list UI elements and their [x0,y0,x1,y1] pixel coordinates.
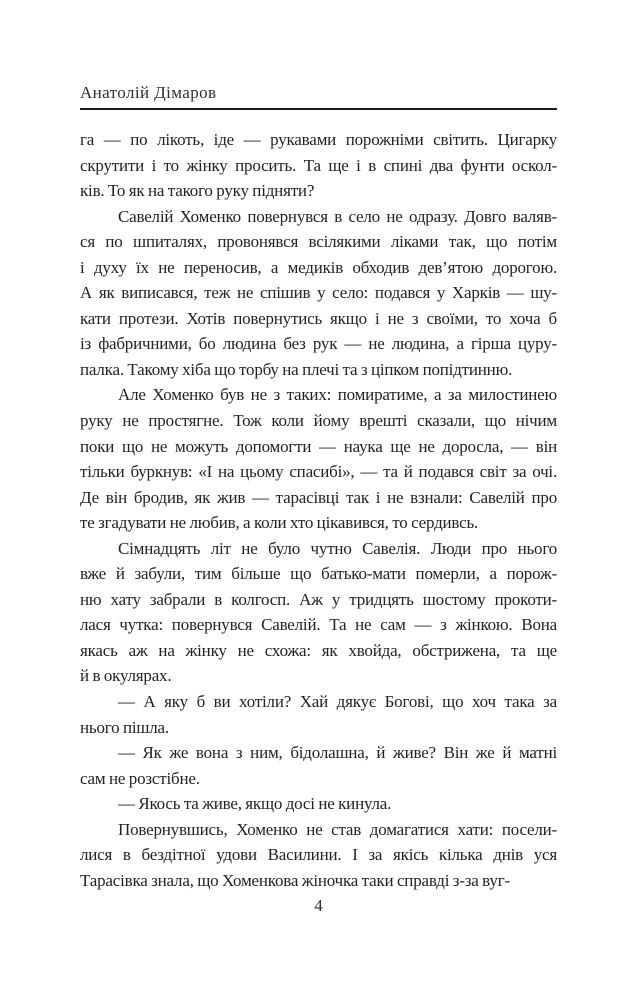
text-line: ся по шпиталях, провонявся всілякими ліками так, що потім [80,232,557,252]
text-line: Тарасівка знала, що Хоменкова жіночка таки справді з-за вуг- [80,870,510,890]
running-header-author: Анатолій Дімаров [80,83,557,110]
text-line: тільки буркнув: «І на цьому спасибі», — та й подався світ за очі. [80,462,557,482]
text-line: ків. То як на такого руку підняти? [80,181,315,201]
text-line: і духу їх не переносив, а медиків обходив дев’ятою дорогою. [80,257,557,277]
text-line: Повернувшись, Хоменко не став домагатися хати: посели- [118,819,557,839]
text-line: кати протези. Хотів повернутись якщо і не з своїми, то хоча б [80,308,557,328]
text-line: га — по лікоть, іде — рукавами порожніми світить. Цигарку [80,130,557,149]
text-line: лася чутка: повернувся Савелій. Та не сам — з жінкою. Вона [80,615,557,635]
text-line: нього пішла. [80,717,169,737]
text-line: сам не розстібне. [80,768,200,788]
text-line: із фабричними, бо людина без рук — не людина, а гірша цуру- [80,334,557,354]
text-line: Савелій Хоменко повернувся в село не одразу. Довго валяв- [118,206,557,226]
text-line: — Якось та живе, якщо досі не кинула. [118,794,392,814]
text-line: Сімнадцять літ не було чутно Савелія. Люди про нього [118,538,557,558]
text-line: й в окулярах. [80,666,172,686]
text-line: — А яку б ви хотіли? Хай дякує Богові, що хоч така за [118,692,557,712]
text-block [80,127,557,893]
text-line: те згадувати не любив, а коли хто цікавився, то сердивсь. [80,513,479,533]
text-line: А як виписався, теж не спішив у село: подався у Харків — шу- [80,283,557,303]
text-line: Але Хоменко був не з таких: помиратиме, а за милостинею [118,385,557,405]
text-line: руку не простягне. Тож коли йому врешті сказали, що нічим [80,411,557,431]
text-line: якась аж на жінку не схожа: як хвойда, обстрижена, та ще [80,640,557,660]
text-line: лися в бездітної удови Василини. І за якісь кілька днів уся [80,845,557,865]
text-line: вже й забули, тим більше що батько-мати померли, а порож- [80,564,557,584]
text-line: поки що не можуть допомогти — наука ще не доросла, — він [80,436,557,456]
text-line: ню хату забрали в колгосп. Аж у тридцять шостому прокоти- [80,589,557,609]
text-line: палка. Такому хіба що торбу на плечі та з ціпком попідтинню. [80,359,513,379]
text-line: скрутити і то жінку просить. Та ще і в спині два фунти оскол- [80,155,557,175]
text-line: Де він бродив, як жив — тарасівці так і не взнали: Савелій про [80,487,557,507]
text-line: — Як же вона з ним, бідолашна, й живе? Він же й матні [118,743,557,763]
page-number: 4 [314,896,323,915]
